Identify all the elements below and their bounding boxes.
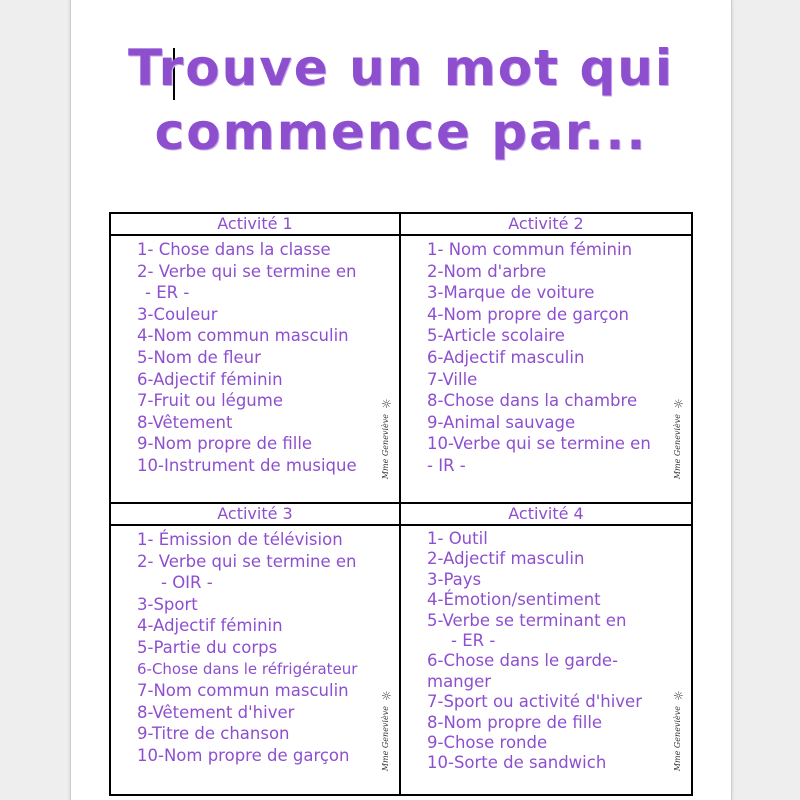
list-item: 4-Nom propre de garçon xyxy=(427,304,629,324)
activity-4-list xyxy=(401,526,691,774)
sun-icon: ☼ xyxy=(381,689,392,703)
list-item: 2-Adjectif masculin xyxy=(427,549,585,569)
list-item: 3-Marque de voiture xyxy=(427,283,595,303)
activity-1-title: Activité 1 xyxy=(111,214,399,236)
list-item: 2- Verbe qui se termine en xyxy=(137,261,357,281)
list-item: 1- Émission de télévision xyxy=(137,530,343,549)
list-item: 9-Chose ronde xyxy=(427,733,548,753)
activity-1-cell xyxy=(111,214,401,504)
signature-stamp xyxy=(381,398,393,488)
title-line-2: commence par... xyxy=(154,103,648,161)
list-item: 1- Chose dans la classe xyxy=(137,240,331,259)
list-item: 1- Outil xyxy=(427,529,488,548)
list-item: 9-Nom propre de fille xyxy=(137,434,313,454)
list-item: 3-Pays xyxy=(427,569,482,589)
list-item: - IR - xyxy=(427,455,466,475)
signature-stamp xyxy=(673,690,685,780)
list-item: 5-Nom de fleur xyxy=(137,347,261,367)
signature-text: Mme Geneviève xyxy=(381,706,390,772)
list-item: 3-Sport xyxy=(137,594,198,614)
list-item: 7-Nom commun masculin xyxy=(137,681,349,701)
list-item: 9-Titre de chanson xyxy=(137,724,290,744)
list-item: 10-Instrument de musique xyxy=(137,455,357,475)
activity-4-title: Activité 4 xyxy=(401,504,691,526)
activity-2-list xyxy=(401,236,691,480)
list-item: 7-Sport ou activité d'hiver xyxy=(427,692,642,712)
sun-icon: ☼ xyxy=(381,397,392,411)
activity-3-title: Activité 3 xyxy=(111,504,399,526)
list-item: 6-Adjectif masculin xyxy=(427,347,585,367)
signature-text: Mme Geneviève xyxy=(381,414,390,480)
list-item: 7-Ville xyxy=(427,369,478,389)
list-item: 8-Chose dans la chambre xyxy=(427,391,638,411)
signature-text: Mme Geneviève xyxy=(673,706,682,772)
list-item: 8-Vêtement d'hiver xyxy=(137,702,295,722)
signature-stamp xyxy=(381,690,393,780)
list-item: 5-Article scolaire xyxy=(427,326,565,346)
list-item: - OIR - xyxy=(161,573,213,593)
list-item: 9-Animal sauvage xyxy=(427,412,576,432)
activity-3-cell xyxy=(111,504,401,794)
sun-icon: ☼ xyxy=(673,689,684,703)
signature-text: Mme Geneviève xyxy=(673,414,682,480)
list-item: 10-Nom propre de garçon xyxy=(137,745,350,765)
activity-2-cell xyxy=(401,214,691,504)
activities-table xyxy=(109,212,693,796)
list-item: 7-Fruit ou légume xyxy=(137,391,283,411)
list-item: 1- Nom commun féminin xyxy=(427,240,633,259)
list-item: 3-Couleur xyxy=(137,304,218,324)
worksheet-title xyxy=(71,36,731,164)
list-item: 6-Chose dans le garde-manger xyxy=(427,651,619,691)
list-item: - ER - xyxy=(145,283,190,303)
worksheet-page xyxy=(70,0,732,800)
title-line-1: Trouve un mot qui xyxy=(127,39,674,97)
activity-3-list xyxy=(111,526,399,767)
signature-stamp xyxy=(673,398,685,488)
list-item: 4-Émotion/sentiment xyxy=(427,590,601,610)
list-item: 4-Adjectif féminin xyxy=(137,616,283,636)
list-item: 5-Partie du corps xyxy=(137,637,278,657)
list-item: - ER - xyxy=(451,631,496,651)
list-item: 5-Verbe se terminant en xyxy=(427,610,627,630)
list-item: 8-Vêtement xyxy=(137,412,233,432)
activity-1-list xyxy=(111,236,399,480)
list-item: 2-Nom d'arbre xyxy=(427,261,547,281)
list-item: 8-Nom propre de fille xyxy=(427,712,603,732)
list-item: 6-Chose dans le réfrigérateur xyxy=(137,659,358,678)
activity-4-cell xyxy=(401,504,691,794)
list-item: 2- Verbe qui se termine en xyxy=(137,551,357,571)
list-item: 10-Sorte de sandwich xyxy=(427,753,607,773)
list-item: 6-Adjectif féminin xyxy=(137,369,283,389)
list-item: 10-Verbe qui se termine en xyxy=(427,434,651,454)
sun-icon: ☼ xyxy=(673,397,684,411)
list-item: 4-Nom commun masculin xyxy=(137,326,349,346)
activity-2-title: Activité 2 xyxy=(401,214,691,236)
